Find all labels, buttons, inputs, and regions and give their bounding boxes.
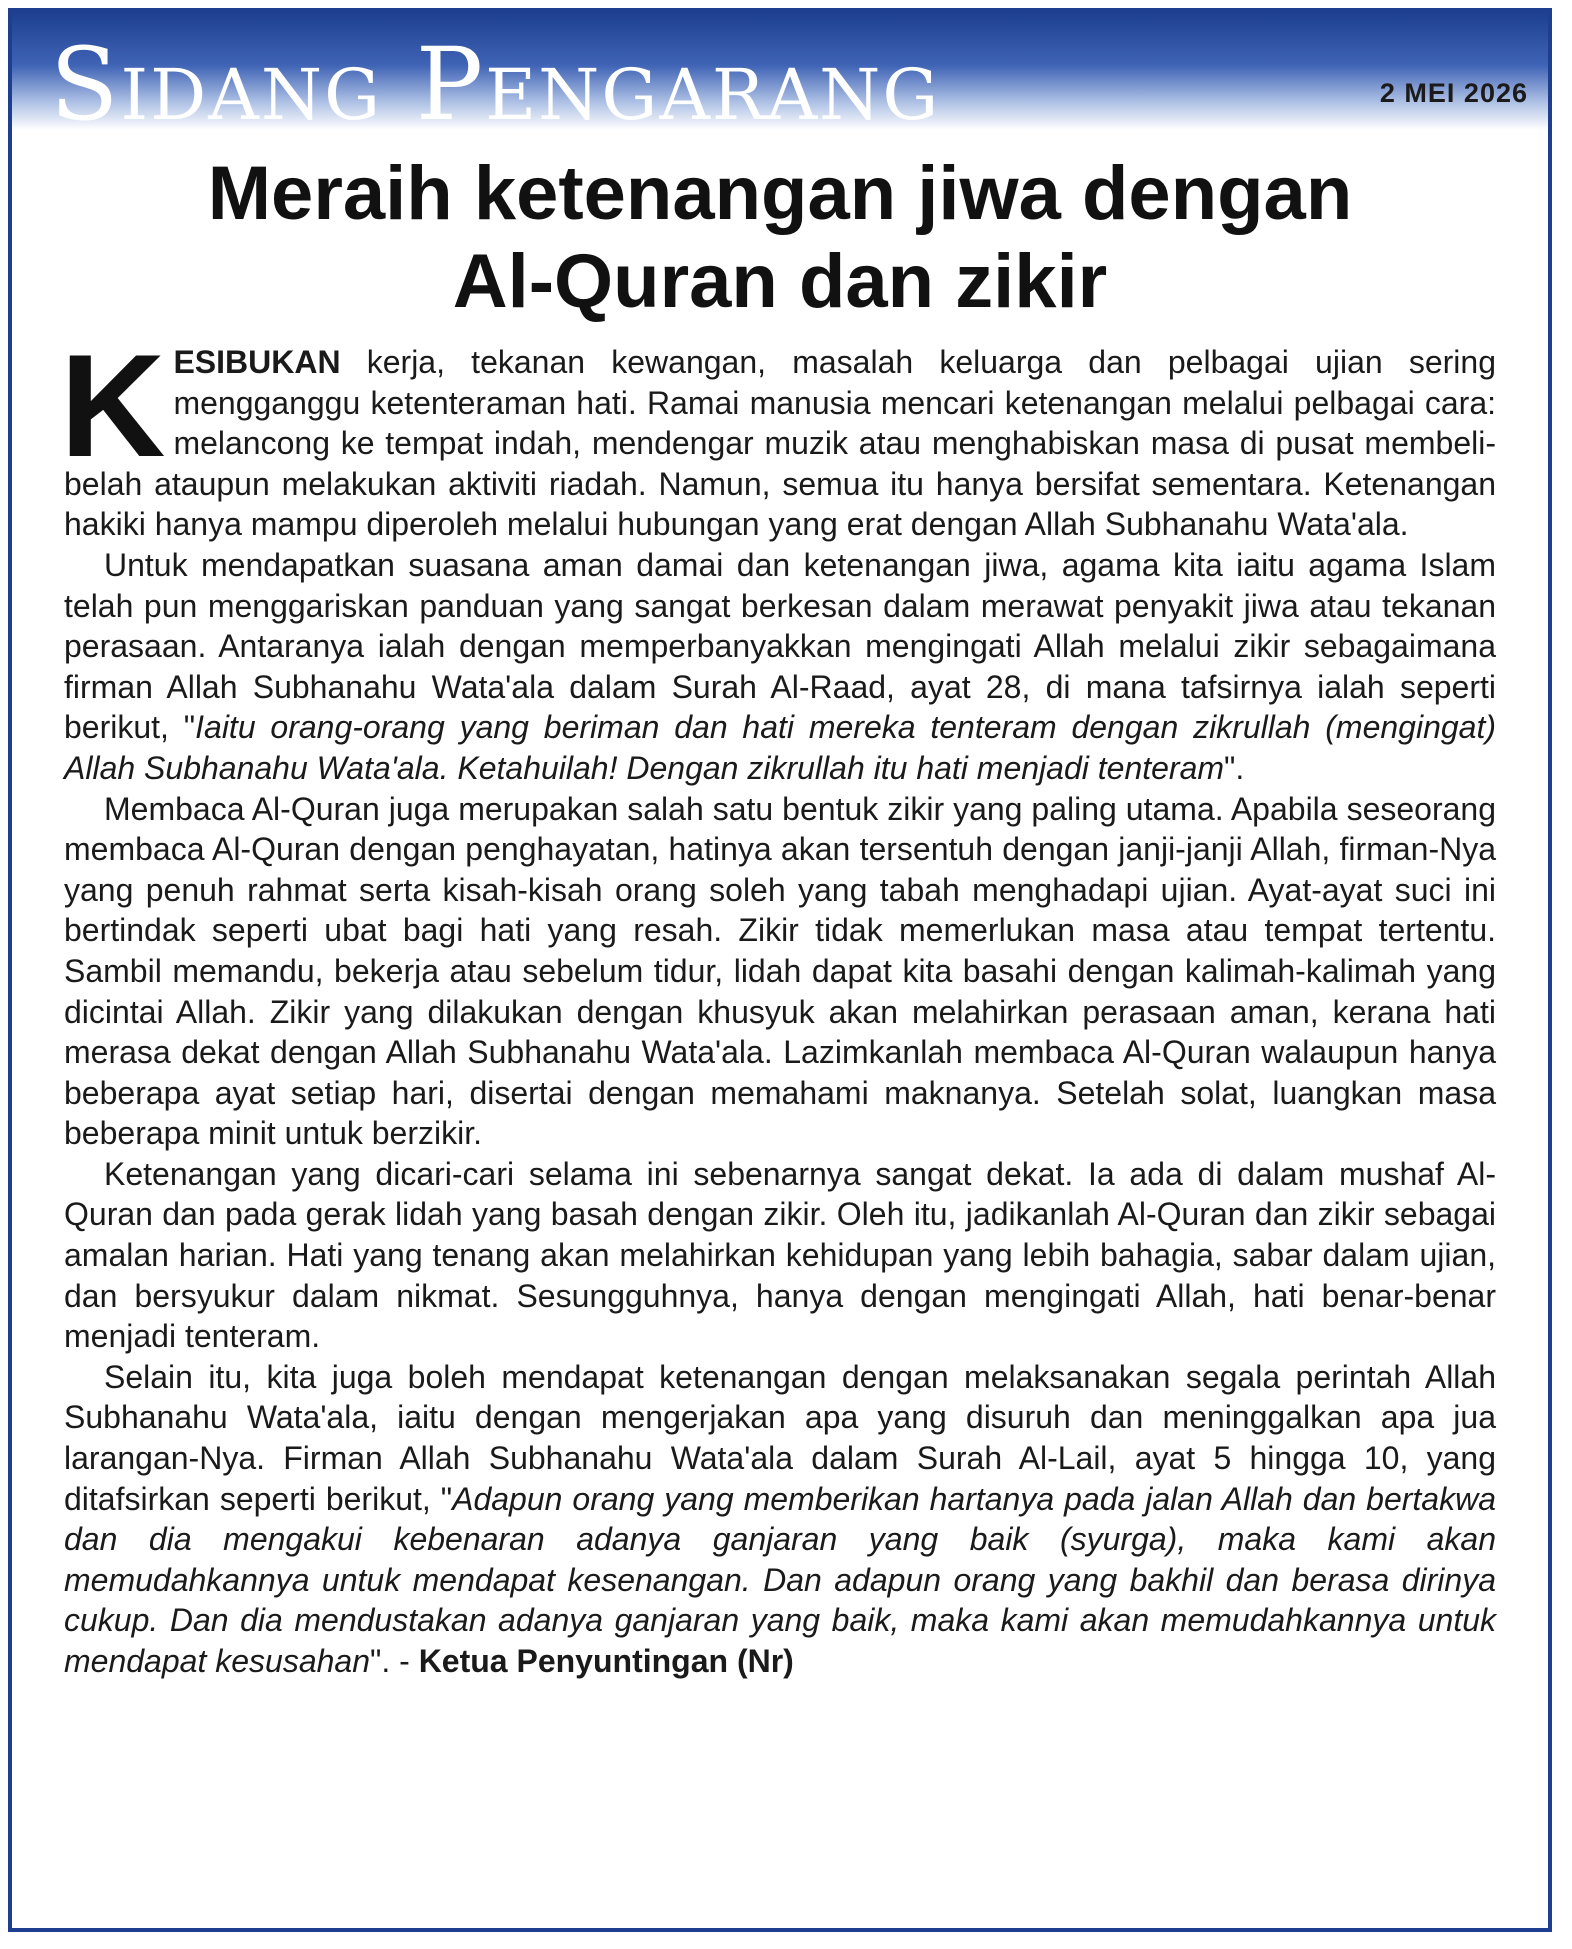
paragraph-3	[64, 789, 1496, 1154]
headline-line-2: Al-Quran dan zikir	[452, 239, 1108, 324]
paragraph-5	[64, 1357, 1496, 1682]
publish-date: 2 MEI 2026	[1379, 78, 1528, 108]
paragraph-1-text: kerja, tekanan kewangan, masalah keluarga dan pelbagai ujian sering mengganggu ketenteraman hati. Ramai manusia mencari ketenangan melalui pelbagai cara: melancong ke tempat indah, mendengar muzik atau menghabiskan masa di pusat membeli-belah ataupun melakukan aktiviti riadah. Namun, semua itu hanya bersifat sementara. Ketenangan hakiki hanya mampu diperoleh melalui hubungan yang erat dengan Allah Subhanahu Wata'ala.	[64, 344, 1496, 543]
paragraph-2-text: Untuk mendapatkan suasana aman damai dan ketenangan jiwa, agama kita iaitu agama Islam telah pun menggariskan panduan yang sangat berkesan dalam merawat penyakit jiwa atau tekanan perasaan. Antaranya ialah dengan memperbanyakkan mengingati Allah melalui zikir sebagaimana firman Allah Subhanahu Wata'ala dalam Surah Al-Raad, ayat 28, di mana tafsirnya ialah seperti berikut, "	[64, 546, 1496, 746]
paragraph-2	[64, 545, 1496, 789]
drop-cap: K	[60, 324, 166, 487]
lead-word: ESIBUKAN	[173, 344, 341, 380]
paragraph-5-end: ". -	[370, 1643, 419, 1679]
article-body	[60, 324, 1497, 1682]
quran-quote-al-raad: Iaitu orang-orang yang beriman dan hati mereka tenteram dengan zikrullah (mengingat) Allah Subhanahu Wata'ala. Ketahuilah! Dengan zikrullah itu hati menjadi tenteram	[64, 709, 1497, 786]
paragraph-5-text: Selain itu, kita juga boleh mendapat ketenangan dengan melaksanakan segala perintah Allah Subhanahu Wata'ala, iaitu dengan mengerjakan apa yang disuruh dan meninggalkan apa jua larangan-Nya. Firman Allah Subhanahu Wata'ala dalam Surah Al-Lail, ayat 5 hingga 10, yang ditafsirkan seperti berikut, "	[64, 1358, 1496, 1517]
paragraph-4	[64, 1154, 1496, 1357]
author-signature: Ketua Penyuntingan (Nr)	[418, 1643, 794, 1679]
paragraph-2-end: ".	[1224, 749, 1245, 786]
headline-line-1: Meraih ketenangan jiwa dengan	[207, 151, 1353, 236]
paragraph-4-text: Ketenangan yang dicari-cari selama ini sebenarnya sangat dekat. Ia ada di dalam mushaf Al-Quran dan pada gerak lidah yang basah dengan zikir. Oleh itu, jadikanlah Al-Quran dan zikir sebagai amalan harian. Hati yang tenang akan melahirkan kehidupan yang lebih bahagia, sabar dalam ujian, dan bersyukur dalam nikmat. Sesungguhnya, hanya dengan mengingati Allah, hati benar-benar menjadi tenteram.	[64, 1155, 1496, 1355]
section-banner	[12, 12, 1548, 130]
section-title: Sidang Pengarang	[50, 26, 941, 130]
paragraph-1	[60, 324, 1496, 545]
paragraph-3-text: Membaca Al-Quran juga merupakan salah satu bentuk zikir yang paling utama. Apabila seseorang membaca Al-Quran dengan penghayatan, hatinya akan tersentuh dengan janji-janji Allah, firman-Nya yang penuh rahmat serta kisah-kisah orang soleh yang tabah menghadapi ujian. Ayat-ayat suci ini bertindak seperti ubat bagi hati yang resah. Zikir tidak memerlukan masa atau tempat tertentu. Sambil memandu, bekerja atau sebelum tidur, lidah dapat kita basahi dengan kalimah-kalimah yang dicintai Allah. Zikir yang dilakukan dengan khusyuk akan melahirkan perasaan aman, kerana hati merasa dekat dengan Allah Subhanahu Wata'ala. Lazimkanlah membaca Al-Quran walaupun hanya beberapa ayat setiap hari, disertai dengan memahami maknanya. Setelah solat, luangkan masa beberapa minit untuk berzikir.	[64, 790, 1496, 1152]
editorial-frame	[8, 8, 1552, 1932]
quran-quote-al-lail: Adapun orang yang memberikan hartanya pada jalan Allah dan bertakwa dan dia mengakui kebenaran adanya ganjaran yang baik (syurga), maka kami akan memudahkannya untuk mendapat kesenangan. Dan adapun orang yang bakhil dan berasa dirinya cukup. Dan dia mendustakan adanya ganjaran yang baik, maka kami akan memudahkannya untuk mendapat kesusahan	[64, 1480, 1497, 1679]
article-headline	[12, 150, 1548, 326]
